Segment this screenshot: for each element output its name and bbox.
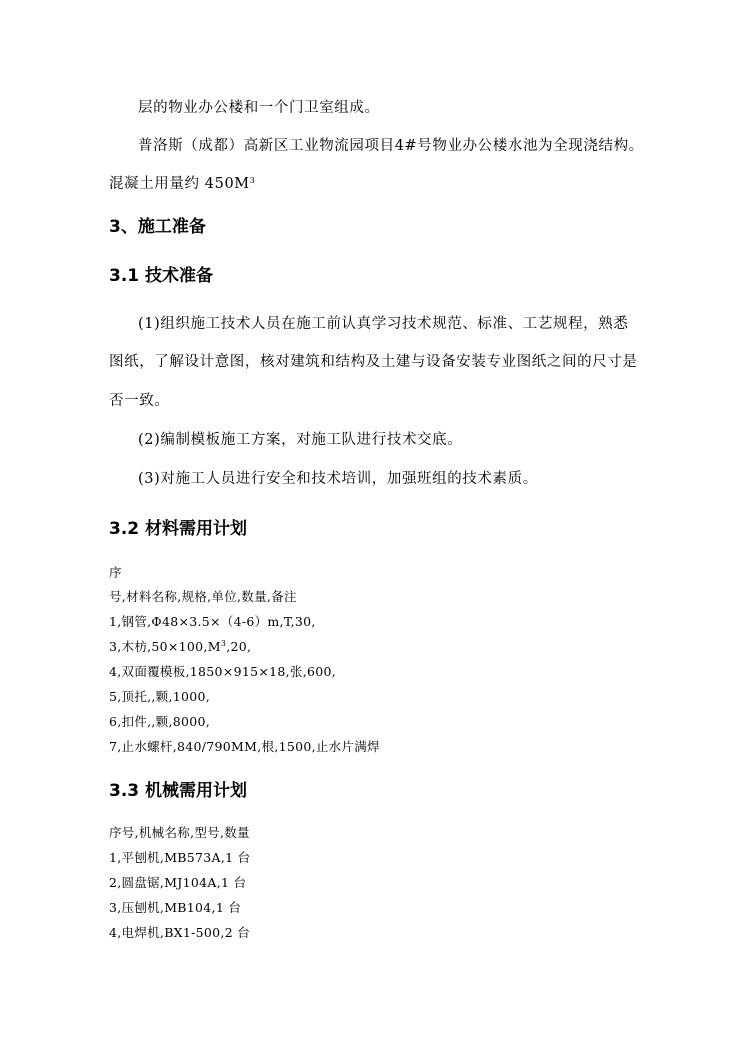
- materials-row-4: [109, 663, 336, 681]
- materials-row-3: [109, 638, 251, 656]
- materials-row-1: [109, 613, 316, 631]
- machinery-header: 序号,机械名称,型号,数量: [109, 825, 250, 840]
- material-text: 5,顶托,,颗,1000,: [109, 689, 211, 704]
- intro-line-2: 普洛斯（成都）高新区工业物流园项目4#号物业办公楼水池为全现浇结构。: [138, 138, 644, 154]
- material-text: 4,双面覆模板,1850×915×18,张,600,: [109, 664, 337, 679]
- materials-row-7: [109, 738, 380, 756]
- superscript: 3: [249, 176, 256, 185]
- machinery-row-2: 2,圆盘锯,MJ104A,1 台: [109, 875, 247, 890]
- machinery-row-3: 3,压刨机,MB104,1 台: [109, 900, 242, 915]
- tech-prep-p2: (2)编制模板施工方案，对施工队进行技术交底。: [138, 432, 463, 448]
- concrete-volume-text: 混凝土用量约 450M: [109, 176, 250, 192]
- machinery-row-4: 4,电焊机,BX1-500,2 台: [109, 925, 251, 940]
- material-text-suffix: ,20,: [226, 639, 252, 654]
- superscript: 3: [220, 639, 227, 648]
- materials-header-2: 号,材料名称,规格,单位,数量,备注: [109, 589, 297, 604]
- materials-row-6: [109, 713, 210, 731]
- section-3-1-title: 3.1 技术准备: [109, 266, 214, 286]
- intro-line-1: 层的物业办公楼和一个门卫室组成。: [138, 100, 380, 116]
- material-text: 6,扣件,,颗,8000,: [109, 714, 211, 729]
- section-3-2-title: 3.2 材料需用计划: [109, 519, 248, 539]
- material-text: 3,木枋,50×100,M: [109, 639, 221, 654]
- material-text: 1,钢管,Φ48×3.5×（4-6）m,T,30,: [109, 614, 316, 629]
- material-text: 7,止水螺杆,840/790MM,根,1500,止水片满焊: [109, 739, 380, 754]
- tech-prep-p1-line-3: 否一致。: [109, 393, 170, 409]
- tech-prep-p1-line-2: 图纸，了解设计意图，核对建筑和结构及土建与设备安装专业图纸之间的尺寸是: [109, 354, 638, 370]
- tech-prep-p1-line-1: (1)组织施工技术人员在施工前认真学习技术规范、标准、工艺规程，熟悉: [138, 316, 629, 332]
- section-3-3-title: 3.3 机械需用计划: [109, 781, 248, 801]
- materials-header-1: 序: [109, 565, 122, 580]
- intro-line-3: [109, 175, 255, 193]
- section-3-title: 3、施工准备: [109, 217, 206, 237]
- tech-prep-p3: (3)对施工人员进行安全和技术培训，加强班组的技术素质。: [138, 471, 538, 487]
- machinery-row-1: 1,平刨机,MB573A,1 台: [109, 850, 251, 865]
- materials-row-5: [109, 688, 210, 706]
